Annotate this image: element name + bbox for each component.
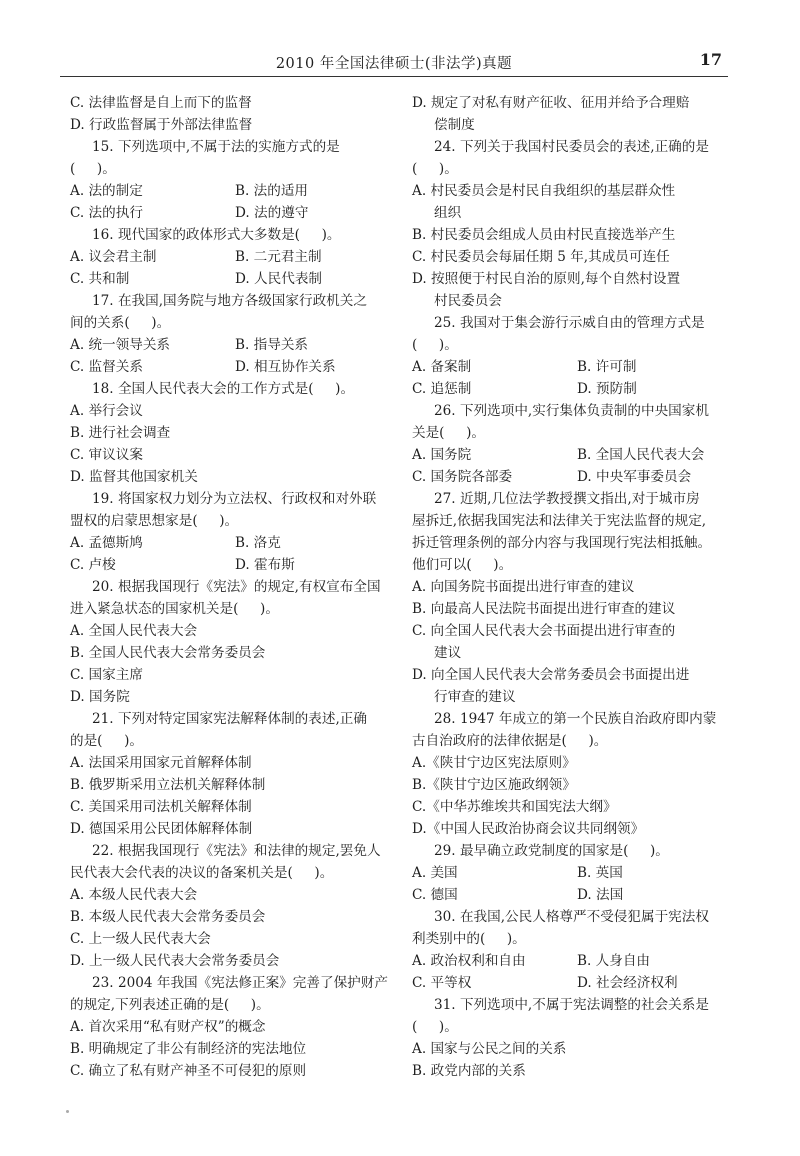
text-line: C. 美国采用司法机关解释体制 bbox=[70, 799, 252, 815]
text-line: C. 审议议案 bbox=[70, 447, 143, 463]
text-line: A. 向国务院书面提出进行审查的建议 bbox=[412, 579, 635, 595]
option-text: B. 全国人民代表大会 bbox=[577, 447, 705, 463]
text-line: C. 村民委员会每届任期 5 年,其成员可连任 bbox=[412, 249, 670, 265]
text-line: B. 本级人民代表大会常务委员会 bbox=[70, 909, 266, 925]
text-line: ( )。 bbox=[412, 1019, 458, 1035]
option-pair-line bbox=[412, 884, 734, 906]
option-text: B. 许可制 bbox=[577, 359, 637, 375]
text-line: 民代表大会代表的决议的备案机关是( )。 bbox=[70, 865, 334, 881]
option-text: A. 法的制定 bbox=[70, 183, 143, 199]
option-pair-line bbox=[412, 972, 734, 994]
right-column bbox=[412, 92, 734, 1082]
text-line: A. 全国人民代表大会 bbox=[70, 623, 198, 639]
text-line: 拆迁管理条例的部分内容与我国现行宪法相抵触。 bbox=[412, 535, 712, 551]
text-line: 偿制度 bbox=[434, 117, 475, 133]
option-text: A. 孟德斯鸠 bbox=[70, 535, 143, 551]
option-pair-line bbox=[412, 444, 734, 466]
option-text: A. 议会君主制 bbox=[70, 249, 157, 265]
option-pair-line bbox=[412, 862, 734, 884]
text-line: B. 政党内部的关系 bbox=[412, 1063, 526, 1079]
page-header-title: 2010 年全国法律硕士(非法学)真题 bbox=[275, 56, 513, 72]
text-line: ( )。 bbox=[412, 161, 458, 177]
text-line: C. 国家主席 bbox=[70, 667, 143, 683]
option-text: A. 统一领导关系 bbox=[70, 337, 171, 353]
option-text: C. 共和制 bbox=[70, 271, 130, 287]
option-pair-line bbox=[412, 378, 734, 400]
text-line: D. 向全国人民代表大会常务委员会书面提出进 bbox=[412, 667, 690, 683]
option-pair-line bbox=[70, 334, 400, 356]
page-number: 17 bbox=[699, 50, 722, 69]
option-text: D. 霍布斯 bbox=[235, 557, 295, 573]
option-text: B. 洛克 bbox=[235, 535, 281, 551]
text-line: A. 国家与公民之间的关系 bbox=[412, 1041, 567, 1057]
question-line: 17. 在我国,国务院与地方各级国家行政机关之 bbox=[92, 293, 367, 309]
text-line: D. 按照便于村民自治的原则,每个自然村设置 bbox=[412, 271, 681, 287]
option-pair-line bbox=[70, 268, 400, 290]
option-text: D. 人民代表制 bbox=[235, 271, 323, 287]
text-line: D. 监督其他国家机关 bbox=[70, 469, 198, 485]
option-text: C. 国务院各部委 bbox=[412, 469, 513, 485]
text-line: ( )。 bbox=[70, 161, 116, 177]
option-text: D. 社会经济权利 bbox=[577, 975, 678, 991]
text-line: B. 全国人民代表大会常务委员会 bbox=[70, 645, 266, 661]
text-line: D. 德国采用公民团体解释体制 bbox=[70, 821, 253, 837]
question-line: 15. 下列选项中,不属于法的实施方式的是 bbox=[92, 139, 340, 155]
question-line: 18. 全国人民代表大会的工作方式是( )。 bbox=[92, 381, 355, 397]
text-line: 进入紧急状态的国家机关是( )。 bbox=[70, 601, 279, 617]
text-line: C. 向全国人民代表大会书面提出进行审查的 bbox=[412, 623, 676, 639]
option-pair-line bbox=[70, 554, 400, 576]
option-pair-line bbox=[412, 950, 734, 972]
option-text: C. 平等权 bbox=[412, 975, 472, 991]
text-line: 组织 bbox=[434, 205, 462, 221]
text-line: 古自治政府的法律依据是( )。 bbox=[412, 733, 608, 749]
text-line: B. 明确规定了非公有制经济的宪法地位 bbox=[70, 1041, 307, 1057]
option-text: A. 国务院 bbox=[412, 447, 472, 463]
option-text: C. 德国 bbox=[412, 887, 458, 903]
left-column bbox=[70, 92, 400, 1082]
text-line: 间的关系( )。 bbox=[70, 315, 171, 331]
text-line: D. 规定了对私有财产征收、征用并给予合理赔 bbox=[412, 95, 690, 111]
question-line: 20. 根据我国现行《宪法》的规定,有权宣布全国 bbox=[92, 579, 381, 595]
question-line: 28. 1947 年成立的第一个民族自治政府即内蒙 bbox=[434, 711, 717, 727]
question-line: 31. 下列选项中,不属于宪法调整的社会关系是 bbox=[434, 997, 709, 1013]
question-line: 22. 根据我国现行《宪法》和法律的规定,罢免人 bbox=[92, 843, 381, 859]
option-text: B. 法的适用 bbox=[235, 183, 309, 199]
question-line: 25. 我国对于集会游行示威自由的管理方式是 bbox=[434, 315, 705, 331]
text-line: D. 上一级人民代表大会常务委员会 bbox=[70, 953, 280, 969]
option-text: C. 监督关系 bbox=[70, 359, 143, 375]
question-line: 24. 下列关于我国村民委员会的表述,正确的是 bbox=[434, 139, 709, 155]
option-text: C. 卢梭 bbox=[70, 557, 116, 573]
text-line: A. 本级人民代表大会 bbox=[70, 887, 198, 903]
text-line: 屋拆迁,依据我国宪法和法律关于宪法监督的规定, bbox=[412, 513, 707, 529]
option-text: B. 人身自由 bbox=[577, 953, 651, 969]
option-pair-line bbox=[412, 466, 734, 488]
text-line: 利类别中的( )。 bbox=[412, 931, 526, 947]
option-text: D. 相互协作关系 bbox=[235, 359, 336, 375]
option-text: A. 政治权利和自由 bbox=[412, 953, 526, 969]
option-text: B. 英国 bbox=[577, 865, 623, 881]
option-text: B. 指导关系 bbox=[235, 337, 309, 353]
option-text: D. 预防制 bbox=[577, 381, 637, 397]
question-line: 19. 将国家权力划分为立法权、行政权和对外联 bbox=[92, 491, 377, 507]
text-line: 关是( )。 bbox=[412, 425, 485, 441]
question-line: 29. 最早确立政党制度的国家是( )。 bbox=[434, 843, 669, 859]
text-line: A. 村民委员会是村民自我组织的基层群众性 bbox=[412, 183, 676, 199]
question-line: 30. 在我国,公民人格尊严不受侵犯属于宪法权 bbox=[434, 909, 709, 925]
option-pair-line bbox=[70, 180, 400, 202]
page-header bbox=[60, 44, 728, 77]
text-line: B. 进行社会调查 bbox=[70, 425, 171, 441]
text-line: D. 行政监督属于外部法律监督 bbox=[70, 117, 253, 133]
option-pair-line bbox=[70, 532, 400, 554]
option-text: A. 美国 bbox=[412, 865, 458, 881]
text-line: B. 向最高人民法院书面提出进行审查的建议 bbox=[412, 601, 676, 617]
text-line: C. 法律监督是自上而下的监督 bbox=[70, 95, 252, 111]
text-line: A. 举行会议 bbox=[70, 403, 143, 419]
option-text: B. 二元君主制 bbox=[235, 249, 322, 265]
option-text: D. 法的遵守 bbox=[235, 205, 309, 221]
text-line: A. 法国采用国家元首解释体制 bbox=[70, 755, 252, 771]
text-line: 行审查的建议 bbox=[434, 689, 516, 705]
text-line: C. 确立了私有财产神圣不可侵犯的原则 bbox=[70, 1063, 307, 1079]
text-line: A. 首次采用“私有财产权”的概念 bbox=[70, 1019, 266, 1035]
text-line: D. 国务院 bbox=[70, 689, 130, 705]
question-line: 16. 现代国家的政体形式大多数是( )。 bbox=[92, 227, 341, 243]
option-pair-line bbox=[70, 356, 400, 378]
text-line: ( )。 bbox=[412, 337, 458, 353]
option-pair-line bbox=[70, 202, 400, 224]
text-line: 村民委员会 bbox=[434, 293, 502, 309]
option-text: D. 中央军事委员会 bbox=[577, 469, 692, 485]
text-line: 的是( )。 bbox=[70, 733, 143, 749]
option-text: A. 备案制 bbox=[412, 359, 472, 375]
text-line: 盟权的启蒙思想家是( )。 bbox=[70, 513, 239, 529]
option-text: D. 法国 bbox=[577, 887, 624, 903]
text-line: B. 村民委员会组成人员由村民直接选举产生 bbox=[412, 227, 676, 243]
text-line: A.《陕甘宁边区宪法原则》 bbox=[412, 755, 576, 771]
text-line: 建议 bbox=[434, 645, 462, 661]
question-line: 23. 2004 年我国《宪法修正案》完善了保护财产 bbox=[92, 975, 388, 991]
question-line: 27. 近期,几位法学教授撰文指出,对于城市房 bbox=[434, 491, 700, 507]
option-pair-line bbox=[412, 356, 734, 378]
scan-speck bbox=[66, 1110, 69, 1113]
question-line: 21. 下列对特定国家宪法解释体制的表述,正确 bbox=[92, 711, 367, 727]
text-line: 他们可以( )。 bbox=[412, 557, 513, 573]
option-pair-line bbox=[70, 246, 400, 268]
text-line: B.《陕甘宁边区施政纲领》 bbox=[412, 777, 576, 793]
text-line: C.《中华苏维埃共和国宪法大纲》 bbox=[412, 799, 617, 815]
option-text: C. 追惩制 bbox=[412, 381, 472, 397]
text-line: 的规定,下列表述正确的是( )。 bbox=[70, 997, 270, 1013]
text-line: C. 上一级人民代表大会 bbox=[70, 931, 211, 947]
text-line: B. 俄罗斯采用立法机关解释体制 bbox=[70, 777, 266, 793]
text-line: D.《中国人民政治协商会议共同纲领》 bbox=[412, 821, 645, 837]
question-line: 26. 下列选项中,实行集体负责制的中央国家机 bbox=[434, 403, 709, 419]
option-text: C. 法的执行 bbox=[70, 205, 143, 221]
